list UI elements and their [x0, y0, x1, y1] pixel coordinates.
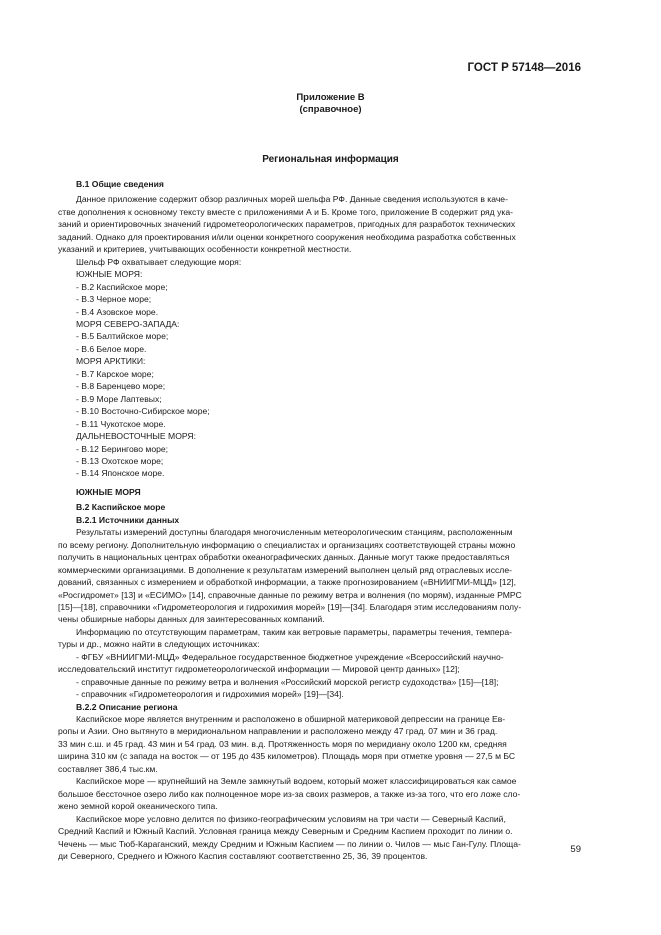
text-line: [15]—[18], справочники «Гидрометеорология и гидрохимия морей» [19]—[34]. Благодаря этим исследованиям полу-: [58, 601, 522, 612]
source-item: - справочные данные по режиму ветра и волнения «Российский морской регистр судоходства» [15]—[18];: [76, 676, 499, 687]
paragraph-intro: [58, 193, 584, 255]
source-item: - справочник «Гидрометеорология и гидрохимия морей» [19]—[34].: [76, 689, 344, 700]
text-line: Информацию по отсутствующим параметрам, таким как ветровые параметры, параметры течения, темпера-: [76, 626, 512, 637]
section-heading-b1: В.1 Общие сведения: [76, 179, 164, 189]
list-item: - В.3 Черное море;: [76, 294, 152, 305]
section-heading-b22: В.2.2 Описание региона: [76, 701, 178, 712]
document-code: ГОСТ Р 57148—2016: [467, 62, 581, 74]
list-item: - В.4 Азовское море.: [76, 306, 159, 317]
seas-list: [58, 268, 584, 480]
text-line: «Росгидромет» [13] и «ЕСИМО» [14], справочные данные по режиму ветра и волнения (по морям), изданные РМРС: [58, 589, 522, 600]
list-item: МОРЯ СЕВЕРО-ЗАПАДА:: [76, 318, 180, 329]
text-line: жено земной корой океанического типа.: [58, 801, 218, 812]
text-line: ропы и Азии. Оно вытянуто в меридиональном направлении и расположено между 47 град. 07 мин и 36 град.: [58, 726, 498, 737]
paragraph-missing-params: [58, 626, 584, 651]
list-item: - В.6 Белое море.: [76, 343, 147, 354]
section-heading-b21: В.2.1 Источники данных: [76, 514, 180, 525]
text-line: большое бессточное озеро либо как полноценное море из-за своих размеров, а также из-за того, что его ложе сло-: [58, 788, 521, 799]
text-line: чены обширные наборы данных для заинтересованных компаний.: [58, 614, 325, 625]
section-heading-south-seas: ЮЖНЫЕ МОРЯ: [76, 486, 141, 497]
appendix-title: Региональная информация: [262, 154, 399, 165]
text-line: исследовательский институт гидрометеорологической информации — Мировой центр данных» [12];: [58, 664, 460, 675]
text-line: заданий. Однако для проектирования и/или оценки конкретного сооружения необходима разработка собственных: [58, 231, 516, 242]
list-item: - В.9 Море Лаптевых;: [76, 393, 162, 404]
paragraph-divisions: [58, 813, 584, 863]
text-line: дований, связанных с измерением и обработкой информации, а также прогнозированием («ВНИИГМИ-МЦД» [12],: [58, 577, 517, 588]
paragraph-region-location: [58, 713, 584, 775]
text-line: получить в национальных центрах обработки океанографических данных. Данные могут также предоставляться: [58, 552, 510, 563]
list-item: - В.12 Берингово море;: [76, 443, 169, 454]
text-line: ди Северного, Среднего и Южного Каспия составляют соответственно 25, 36, 39 процентов.: [58, 851, 428, 862]
text-line: Чечень — мыс Тюб-Караганский, между Средним и Южным Каспием — по линии о. Чилов — мыс Ган-Гулу. Площа-: [58, 838, 521, 849]
paragraph-largest-lake: [58, 775, 584, 812]
list-item: - В.7 Карское море;: [76, 368, 154, 379]
text-line: Каспийское море условно делится по физико-географическим условиям на три части — Северный Каспий,: [76, 813, 506, 824]
list-item: МОРЯ АРКТИКИ:: [76, 356, 146, 367]
list-item: - В.13 Охотское море;: [76, 455, 164, 466]
text-line: - ФГБУ «ВНИИГМИ-МЦД» Федеральное государственное бюджетное учреждение «Всероссийский научно-: [76, 651, 504, 662]
text-line: заний и ориентировочных значений гидрометеорологических параметров, пригодных для разработок технических: [58, 219, 516, 230]
list-item: - В.10 Восточно-Сибирское море;: [76, 406, 210, 417]
list-item: - В.5 Балтийское море;: [76, 331, 169, 342]
text-line: по всему региону. Дополнительную информацию о специалистах и организациях соответствующей страны можно: [58, 539, 516, 550]
text-line: указаний и критериев, учитывающих особенности конкретной местности.: [58, 244, 352, 255]
text-line: коммерческими организациями. В дополнение к результатам измерений выполнен целый ряд отраслевых иссле-: [58, 564, 512, 575]
seas-intro: Шельф РФ охватывает следующие моря:: [76, 256, 242, 267]
list-item: ЮЖНЫЕ МОРЯ:: [76, 269, 143, 280]
list-item: ДАЛЬНЕВОСТОЧНЫЕ МОРЯ:: [76, 431, 197, 442]
page-number: 59: [570, 844, 581, 855]
text-line: Данное приложение содержит обзор различных морей шельфа РФ. Данные сведения используются в каче-: [76, 194, 508, 205]
list-item: - В.8 Баренцево море;: [76, 381, 166, 392]
text-line: Результаты измерений доступны благодаря многочисленным метеорологическим станциям, расположенным: [76, 527, 513, 538]
section-heading-b2: В.2 Каспийское море: [76, 502, 166, 513]
appendix-type: (справочное): [299, 104, 362, 115]
text-line: Каспийское море — крупнейший на Земле замкнутый водоем, который может классифицироваться как самое: [76, 776, 517, 787]
list-item: - В.14 Японское море.: [76, 468, 165, 479]
list-item: - В.11 Чукотское море.: [76, 418, 166, 429]
text-line: составляет 386,4 тыс.км.: [58, 763, 158, 774]
paragraph-data-sources: [58, 526, 584, 626]
text-line: туры и др., можно найти в следующих источниках:: [58, 639, 260, 650]
list-item: - В.2 Каспийское море;: [76, 281, 168, 292]
source-item: [58, 651, 584, 676]
text-line: 33 мин с.ш. и 45 град. 43 мин и 54 град. 03 мин. в.д. Протяженность моря по меридиану около 1200 км, средняя: [58, 738, 507, 749]
document-body: [58, 178, 584, 862]
text-line: Каспийское море является внутренним и расположено в обширной материковой депрессии на границе Ев-: [76, 714, 506, 725]
text-line: Средний Каспий и Южный Каспий. Условная граница между Северным и Средним Каспием проходит по линии о.: [58, 826, 513, 837]
text-line: ширина 310 км (с запада на восток — от 195 до 435 километров). Площадь моря при отметке уровня — 27,5 м БС: [58, 751, 516, 762]
text-line: стве дополнения к основному тексту вместе с приложениями А и Б. Кроме того, приложение В содержит ряд ука-: [58, 206, 513, 217]
appendix-name: Приложение В: [296, 92, 365, 103]
